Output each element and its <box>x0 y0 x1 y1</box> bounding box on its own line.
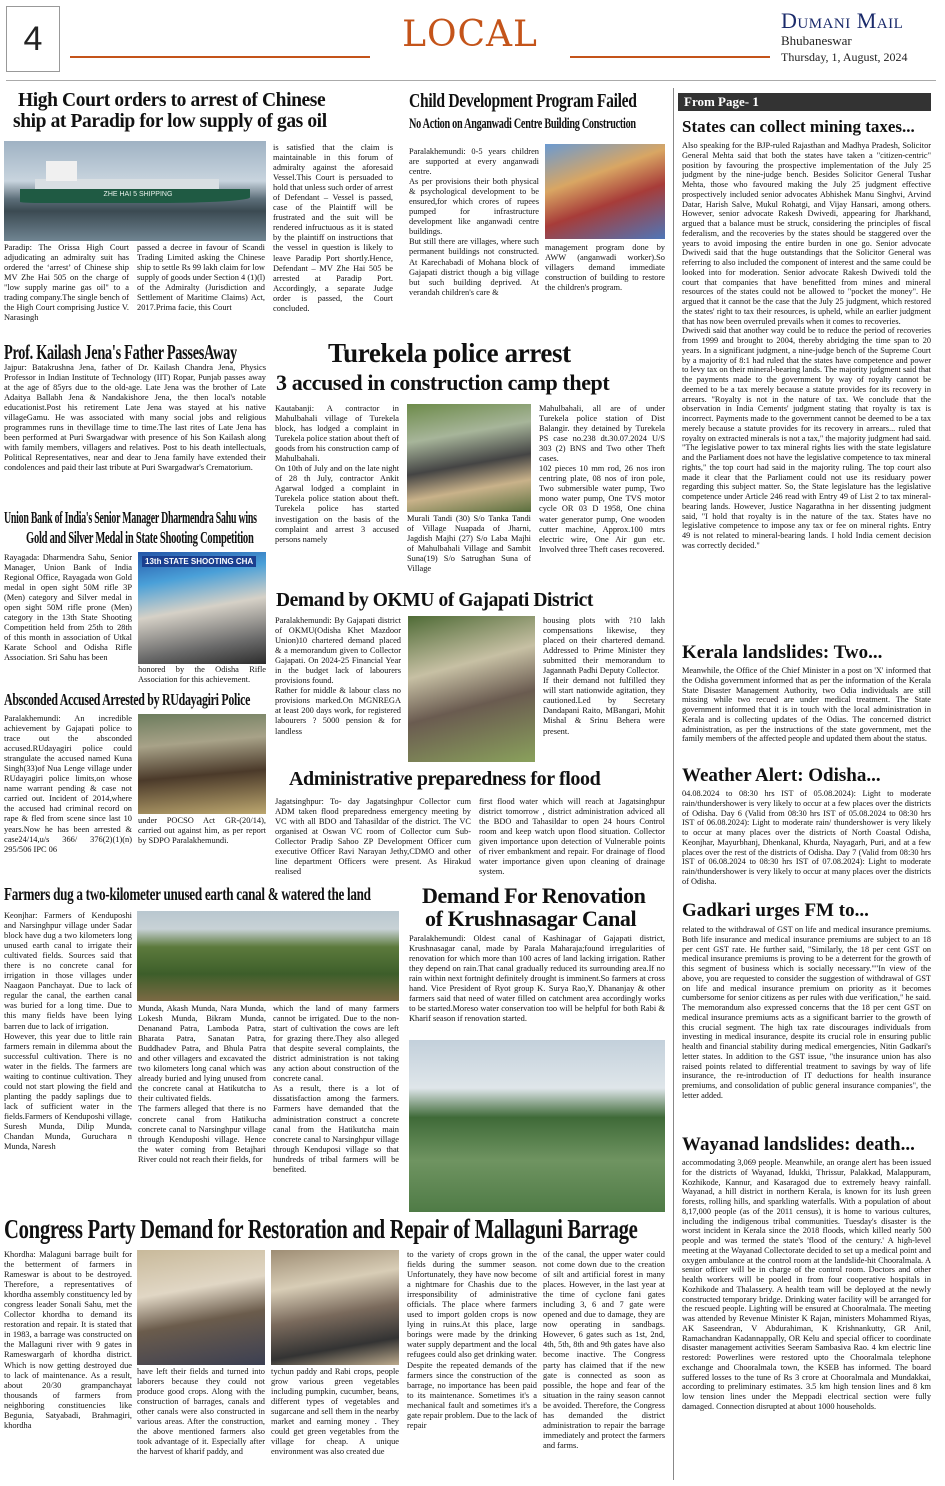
mallaguni-col-5: of the canal, the upper water could not come down due to the creation of silt and artificial forest in many places. However, in the last year at the time of cyclone fani gates including 3, 6 and 7 gate were opened and due to damage, they are now operating in sandbags. However, 6 gates such as 1st, 2nd, 4th, 5th, 8th and 9th gates have also become inactive. The Congress party has claimed that if the new gate is connected as soon as possible, the hope and fear of the situation in the rainy season cannot be avoided. Therefore, the Congress has demanded the district administration to repair the barrage immediately and protect the farmers and farms. <box>543 1250 665 1450</box>
union-bank-headline-2: Gold and Silver Medal in State Shooting Competition <box>26 528 254 547</box>
flood-headline: Administrative preparedness for flood <box>289 768 601 790</box>
shooting-medal-photo <box>138 552 266 664</box>
high-court-headline-1: High Court orders to arrest of Chinese <box>18 90 326 111</box>
child-dev-headline-1: Child Development Program Failed <box>409 90 637 112</box>
farmers-col-2: Munda, Akash Munda, Nara Munda, Lokesh Munda, Bikram Munda, Denanand Patra, Lamboda Patra, Bharata Patra, Sanatan Patra, Buddhadev Patra, and Bhula Patra and other villagers and excavated the two kilometers long canal which was already buried and lying unused from the concrete canal at Hatikutcha to their cultivated fields. The farmers alleged that there is no concrete canal from Hatikucha concrete canal to Narsinghpur village through Kenduposhi village. Hence the water coming from Betajhari River could not reach their fields, for <box>138 1004 266 1164</box>
krushnasagar-headline-1: Demand For Renovation <box>422 883 646 908</box>
child-dev-col-1: Paralakhemundi: 0-5 years children are supported at every anganwadi centre. As per provisions their both physical & psychological development to be ensured,for which crores of rupees pumped for infrastructure development like anganwadi centre buildings. But still there are villages, where such permanent buildings not constructed. At Karechabadi of Mohana block of Gajapati district though a big village but such building deprived. At verandah children's care & <box>409 147 539 297</box>
weather-headline: Weather Alert: Odisha... <box>682 765 881 786</box>
mallaguni-collector-photo <box>137 1250 265 1365</box>
mallaguni-headline: Congress Party Demand for Restoration and Repair of Mallaguni Barrage <box>4 1214 638 1244</box>
mining-headline: States can collect mining taxes... <box>682 117 915 136</box>
absconded-col-2: under POCSO Act GR-(20/14), carried out against him, as per report by SDPO Paralakhemundi. <box>138 816 266 846</box>
farmers-canal-photo <box>137 911 399 1001</box>
high-court-col-1: Paradip: The Orissa High Court adjudicating an admiralty suit has ordered the ‘arrest’ of Chinese ship MV Zhe Hai 505 on the charge of "low supply marine gas oil" to a trading company.The single bench of the High Court comprising Justice V. Narasingh <box>4 243 129 323</box>
gadkari-headline: Gadkari urges FM to... <box>682 900 869 921</box>
krushnasagar-text: Paralakhemundi: Oldest canal of Kashinagar of Gajapati district, Krushnasagar canal, made by Parala Maharaja;found irregularities of renovation for which more than 100 acres of land lacking irrigation. Rather they depend on rain.That canal gradually reduced its surrounding area.If no rain within next fortnight definitely drought is imminent.So farmers at cross hand. Vice President of Ryot group K. Surya Rao,Y. Dhananjay & other farmers said that need of water filled on catchment area accordingly works to be started.Moreso water conservation too will be helpful for both Rabi & Kharif season if renovation started. <box>409 934 665 1024</box>
gadkari-text: related to the withdrawal of GST on life and medical insurance premiums. Both life insurance and medical insurance premiums are subject to an 18 per cent GST rate. He further said, "Similarly, the 18 per cent GST on medical insurance premiums is proving to be a deterrent for the growth of this segment of business which is socially necessary.""In view of the above, you are requested to consider the suggestion of withdrawal of GST on life and medical insurance premium on priority as it becomes cumbersome for senior citizens as per rules with due verification," he said. The memorandum also expressed concerns that the 18 per cent GST on medical insurance premiums acts as a significant barrier to the growth of this crucial segment. The high tax rate discourages individuals from investing in medical insurance, despite its crucial role in ensuring public health and financial stability during medical emergencies, Nitin Gadkari's letter states. In addition to the GST issue, "the insurance union has also raised points related to differential treatment to savings by way of life insurance, the re-introduction of IT deductions for health insurance premiums, and consolidation of public general insurance companies", the letter added. <box>682 925 931 1100</box>
union-bank-text: Rayagada: Dharmendra Sahu, Senior Manager, Union Bank of India Regional Office, Rayagada won Gold medal in open sight 50M rifle 3P (Men) category and Silver medal in open sight 50M rifle prone (Men) category in the 13th State Shooting Competition held from 25th to 28th of this month in association of Utkal Karate School and Odisha Rifle Association. Sri Sahu has been <box>4 553 132 663</box>
ship-hull-text: ZHE HAI 5 SHIPPING <box>103 191 173 198</box>
turekela-headline-2: 3 accused in construction camp thept <box>276 370 610 395</box>
anganwadi-children-photo <box>545 144 665 239</box>
turekela-col-1: Kautabanji: A contractor in Mahulbahali village of Turekela block, has lodged a complaint in Turekela police station about theft of goods from his construction camp of Mahulbahali. On 10th of July and on the late night of 28 th July, contractor Ankit Agarwal lodged a complaint in Turekela police station about theft. Turekela police has started investigation on the basis of the complaint and arrest 3 accused persons namely <box>275 404 399 544</box>
mining-text: Also speaking for the BJP-ruled Rajasthan and Madhya Pradesh, Solicitor General Mehta said that both the states have taken a "citizen-centric" position by favouring the prospective implementation of the July 25 judgment by the nine-judge bench. Besides Solicitor General Tushar Mehta, those who favoured making the July 25 judgment effective prospectively included senior advocates Abhishek Manu Singhvi, Arvind Datar, Harish Salve, Mukul Rohatgi, and Vijay Hansari, among others. However, senior advocate Rakesh Dwivedi, appearing for Jharkhand, argued that a balance must be struck, considering the principles of fiscal federalism, and the recoveries by the states should be staggered over the years to avoid imposing the entire burden in one go. Senior advocate Dwivedi said that the huge outstandings that the Solicitor General was referring to also included the component of interest and the same could be looked into for moderation. Senior advocate Rakesh Dwivedi told the court that companies that have benefitted from mines and mineral resources of the states could not be allowed to "pocket the money". He argued that it cannot be the case that the July 25 judgment, which restored the states' right to tax their resources, is upheld, while an earlier judgment that has now been overruled prevails when it comes to recoveries. Dwivedi said that another way could be to reduce the period of recoveries from 1999 and brought to 2004, thereby abridging the time span to 20 years. In a significant judgment, a nine-judge bench of the Supreme Court by a majority of 8:1 had ruled that the states have competence and power to levy tax on their mineral-bearing lands. The majority judgment said that the payments made to the government by way of royalty cannot be deemed to be a tax merely because a statute provides for its recovery in arrears. "Royalty is not in the nature of tax. We conclude that the observation in India Cements' judgment stating that royalty is tax is incorrect. Payments made to the government cannot be deemed to be a tax merely because a statute provides for its recovery in arrears... ruled that royalty on extracted minerals is not a tax," the majority judgment had said. "The legislative power to tax mineral rights lies with the state legislature and the Parliament does not have the legislative competence to tax mineral rights," the top court had said in the majority ruling. The top court also made it clear that the Parliament could not use its residuary power regarding this subject matter. So, the State legislature has the legislative competence under Article 246 read with Entry 49 of List 2 to tax mineral-bearing lands. However, Justice Nagarathna in her dissenting judgment said, "I hold that royalty is in the nature of the tax. States have no legislative competence to impose any tax or fee on mineral rights. Entry 49 is not related to mineral-bearing lands. I hold India cement decision was correctly decided." <box>682 141 931 550</box>
high-court-headline-2: ship at Paradip for low supply of gas oil <box>13 111 327 132</box>
masthead-rule-right <box>570 56 770 58</box>
high-court-col-3: is satisfied that the claim is maintainable in this forum of admiralty against the aforesaid Vessel.This Court is persuaded to hold that unless such order of arrest of Defendant – Vessel is passed, case of the Plaintiff will be frustrated and the suit will be rendered infructuous as it is stated by the plaintiff on instructions that the vessel in question is likely to leave Paradip Port shortly.Hence, Defendant – MV Zhe Hai 505 be arrested at Paradip Port. Accordingly, a separate Judge order is passed, the Court concluded. <box>273 143 393 313</box>
shooting-banner: 13th STATE SHOOTING CHA <box>142 556 256 567</box>
farmers-headline: Farmers dug a two-kilometer unused earth canal & watered the land <box>4 884 371 904</box>
turekela-col-2: Murali Tandi (30) S/o Tanka Tandi of Village Nuapada of Jharni, Jagdish Majhi (27) S/o Laba Majhi of Mahulbahali Village and Sambit Suna(19) S/o Satrughan Suna of Village <box>407 514 531 574</box>
krushnasagar-canal-photo <box>409 1040 665 1212</box>
masthead-divider <box>6 80 936 81</box>
weather-text: 04.08.2024 to 08:30 hrs IST of 05.08.2024): Light to moderate rain/thundershower is very likely to occur at a few places over the districts of Odisha. Day 6 (Valid from 08:30 hrs IST of 05.08.2024 to 08:30 hrs IST of 06.08.2024): Light to moderate rain/ thundershower is very likely to occur at many places over the districts of North Coastal Odisha, Keonjhar, Mayurbhanj, Dhenkanal, Khurda, Nayagarh, Puri, and at a few places over the rest of the districts of Odisha. Day 7 (Valid from 08:30 hrs IST of 06.08.2024 to 08:30 hrs IST of 07.08.2024): Light to moderate rain/thundershower is very likely to occur at many places over the districts of Odisha. <box>682 789 931 886</box>
high-court-col-2: passed a decree in favour of Scandi Trading Limited asking the Chinese ship to settle Rs 99 lakh claim for low supply of goods under Section 4 (1)(l) of the Admiralty (Jurisdiction and Settlement of Maritime Claims) Act, 2017.Prima facie, this Court <box>137 243 265 313</box>
page-number: 4 <box>6 6 60 72</box>
wayanad-text: accommodating 3,069 people. Meanwhile, an orange alert has been issued for the districts of Wayanad, Idukki, Thrissur, Palakkad, Malappuram, Kozhikode, Kannur, and Kasaragod due to extremely heavy rainfall. Wayanad, a hill district in northern Kerala, is known for its lush green forests, rolling hills, and sparkling waterfalls. With a population of about 8,17,000 people (as of the 2011 census), it is home to various cultures, including the indigenous tribal communities. Tuesday's disaster is the worst incident in Kerala since the 2018 floods, which killed nearly 500 people and was termed the state's 'flood of the century.' A high-level meeting at the Wayanad Collectorate decided to set up a medical point and oxygen ambulance at the control room at the landslide-hit Chooralmala. A senior officer will be in charge of the control room. Doctors and other health workers will be pooled in from four cooperative hospitals in Kozhikode and Thalassery. A health team will be deployed at the newly constructed temporary bridge. Drinking water facility will be arranged for the rescued people. Lighting will be ensured at Chooralmala. The meeting was attended by Revenue Minister K Rajan, ministers Mohammed Riyas, AK Saseendran, V Abdurahiman, K Krishnankutty, GR Anil, Ramachandran Kadannappally, OR Kelu and special officer to coordinate disaster management activities Seeram Sambasiva Rao. 4 km electric line restored: Powerlines were restored upto the Chooralmala telephone exchange and Chooralmala town, the KSEB has informed. The board suffered losses to the tune of Rs 3 crore at Chooralmala and Mundakkai, according to preliminary estimates. 3.5 km high tension lines and 8 km low tension lines under the Meppadi electrical section were fully damaged. Connection disrupted at about 1000 households. <box>682 1158 931 1411</box>
absconded-col-1: Paralakhemundi: An incredible achievement by Gajapati police to trace out the absconded accused.RUdayagiri police could strangulate the accused named Kuna Singh(33)of Nua Lenge village under RUdayagiri police limits,on whose name warrant pending & case not carried out. Incident of 2014,where the accused had criminal record on rape & fled from scene since last 10 years.Now he has been arrested & case24/14,u/s 366/ 376(2)(1)(n) 295/506 IPC 06 <box>4 714 132 854</box>
flood-col-2: first flood water which will reach at Jagatsinghpur district tomorrow , district administration adviced all the BDO and Tahasildar to open 24 hours Control room and keep watch upon flood situation. Collector given importance upon detection of Vulnerable points of river embankment and repair. For drainage of flood water importance given upon cleaning of drainage system. <box>479 797 665 877</box>
absconded-arrest-photo <box>138 714 266 814</box>
absconded-headline: Absconded Accused Arrested by RUdayagiri Police <box>4 690 251 709</box>
ship-photo <box>4 141 266 241</box>
turekela-col-3: Mahulbahali, all are of under Turekela police station of Dist Balangir. they detained by Turekela PS case no.238 dt.30.07.2024 U/S 303 (2) BNS and Two other Theft cases. 102 pieces 10 mm rod, 26 nos iron centring plate, 08 nos of iron pole, Two submersible water pump, Two mono water pump, One TVS motor cycle OR 03 D 1958, One china water generator pump, One wooden cutter machine, Approx.100 mtrs electric wire, One Air gun etc. Involved three Theft cases recovered. <box>539 404 665 554</box>
mallaguni-col-4: to the variety of crops grown in the fields during the summer season. Unfortunately, they have now become a nightmare for Chashis due to the irresponsibility of administrative officials. The place where farmers used to import golden crops is now lying in ruins.At this place, large borings were made by the drinking water supply department and the local refugees could also get drinking water. Despite the repeated demands of the farmers since the construction of the barrage, no importance has been paid to its maintenance. Sometimes it's a mechanical fault and sometimes it's a gate repair problem. Due to the lack of repair <box>407 1250 537 1430</box>
masthead-rule-left <box>70 56 370 58</box>
okmu-memorandum-photo <box>408 616 535 762</box>
mallaguni-col-3: tychun paddy and Rabi crops, people grow various green vegetables including pumpkin, cucumber, beans, different types of vegetables and sugarcane and sell them in the nearby market and earning money . They could get green vegetables from the village for cheap. A unique environment was also created due <box>271 1367 399 1457</box>
mallaguni-col-1: Khordha: Malaguni barrage built for the betterment of farmers in Rameswar is about to be destroyed. Therefore, a representatives of khordha assembly constituency led by congress leader Sonali Sahu, met the Collector khordha to demand its restoration and repair. It is stated that in 1983, a barrage was constructed on the Mallaguni river with 9 gates in Rameswargarh of khordha district. Which is now getting destroyed due to lack of maintenance. As a result, about 20/30 grampanchayat thousands of farmers from neighboring constituencies like Begunia, Satyabadi, Brahmagiri, khordha <box>4 1250 132 1430</box>
union-bank-headline-1: Union Bank of India's Senior Manager Dharmendra Sahu wins <box>4 508 257 527</box>
paper-city: Bhubaneswar <box>781 33 852 48</box>
turekela-headline-1: Turekela police arrest <box>328 338 571 368</box>
kerala-text: Meanwhile, the Office of the Chief Minister in a post on 'X' informed that the Odisha government informed that as per the information of the Kerala State Disaster Management Authority, two Odia individuals are still missing while two recued are under medical treatment. The State government informed that it is in touch with the local administration in Kerala and is collecting updates of the Odias. The concerned district administration, as per the instructions of the state government, met the family members of the affected people and updated them about the status. <box>682 666 931 744</box>
kerala-headline: Kerala landslides: Two... <box>682 642 883 663</box>
child-dev-headline-2: No Action on Anganwadi Centre Building Construction <box>409 116 636 132</box>
turekela-arrest-photo <box>407 404 531 512</box>
okmu-headline: Demand by OKMU of Gajapati District <box>276 590 593 611</box>
okmu-col-1: Paralakhemundi: By Gajapati district of OKMU(Odisha Khet Mazdoor Union)10 chartered demand placed & a memorandum given to Collector Gajapati. On 2024-25 Financial Year in the budget lack of labourers provisions found. Rather for middle & labour class no provisions marked.On MGNREGA at least 200 days work, for registered labourers ? 5000 pension & for landless <box>275 616 401 736</box>
wayanad-headline: Wayanad landslides: death... <box>682 1134 915 1155</box>
child-dev-col-2: management program done by AWW (anganwadi worker).So villagers demand immediate construction of building to restore the children's program. <box>545 243 665 293</box>
paper-name: Dumani Mail <box>781 8 904 33</box>
krushnasagar-headline-2: of Krushnasagar Canal <box>425 906 637 931</box>
union-bank-text-end: honored by the Odisha Rifle Association for this achievement. <box>138 665 266 685</box>
mallaguni-col-2: have left their fields and turned into laborers because they could not produce good crops. Along with the construction of barrages, canals and other canals were also constructed in various areas. After the construction, the above mentioned farmers also took advantage of it. Especially after the harvest of kharif paddy, and <box>137 1367 265 1457</box>
flood-col-1: Jagatsinghpur: To- day Jagatsinghpur Collector cum ADM taken flood preparedness emergency meeting by VC with all BDO and Tahasildar of the district. The VC organised at Oswan VC room of Collector cum Sub-Collector Pradip Sahoo ZP Development Officer cum executive Officer Ravi Narayan Jethy,CDMO and other line department Officers were present. As Hirakud realised <box>275 797 471 877</box>
mallaguni-meeting-photo <box>271 1250 399 1365</box>
farmers-col-1: Keonjhar: Farmers of Kenduposhi and Narsinghpur village under Sadar block have dug a two kilometers long unused earth canal to irrigate their cultivated fields. Sources said that there is no concrete canal for irrigation in those villages under Naagaon Panchayat. Due to lack of regular the canal, the earthen canal was buried for a long time. Due to this many fields have been lying barren due to lack of irrigation. However, this year due to little rain farmers remain in dilemma about the successful cultivation. There is no water in the fields. The farmers are waiting to continue cultivation. They could not start plowing the field and planting the paddy saplings due to lack of sufficient water in the fields.Farmers of Kenduposhi village, Suresh Munda, Dilip Munda, Chandan Munda, Guruchara n Munda, Naresh <box>4 911 132 1152</box>
section-title: LOCAL <box>402 14 538 55</box>
kailash-text: Jajpur: Batakrushna Jena, father of Dr. Kailash Chandra Jena, Physics Professor in Indian Institute of Technology (IIT) Ropar, Punjab passes away at the age of 85yrs due to the old-age. Late Jena was the brother of Late Adaitya Ballabh Jena & Nandakishore Jena, the then local's notable educationist.Post his retirement Late Jena was stayed at his native villageGamu. He was associated with many social jobs and religious programmes runs in thevillage time to time.The last rites of Late Jena has been performed at Puri Swargadwar with presence of his Son Kailash along with family members, villagers and relatives. Post to his death intellectuals, Political Representatives, near and dear to Jena family have extended their condolences and paid their last tribute at Puri Swargadwar's Crematorium. <box>4 363 266 473</box>
kailash-headline: Prof. Kailash Jena's Father PassesAway <box>4 340 237 364</box>
okmu-col-2: housing plots with ?10 lakh compensations likewise, they placed on their chartered demand. Addressed to Prime Minister they submitted their memorandum to Jagannath Padhi Deputy Collector. If their demand not fulfilled they will start nationwide agitation, they cautioned.Led by Secretary Dandapani Raito, MBangari, Mohit Mishal & Srinu Behera were present. <box>543 616 665 736</box>
sidebar-divider <box>673 88 674 1480</box>
sidebar-tag: From Page- 1 <box>678 93 931 111</box>
farmers-col-3: which the land of many farmers cannot be irrigated. Due to the non-start of cultivation the cows are left for grazing there.They also alleged that despite several complaints, the district administration is not taking any action about construction of the concrete canal. As a result, there is a lot of dissatisfaction among the farmers. Farmers have demanded that the administration construct a concrete canal from the Hatikutcha main concrete canal to Narsinghpur village through Kenduposi village so that hundreds of tribal farmers will be benefited. <box>273 1004 399 1174</box>
paper-date: Thursday, 1, August, 2024 <box>781 50 908 64</box>
